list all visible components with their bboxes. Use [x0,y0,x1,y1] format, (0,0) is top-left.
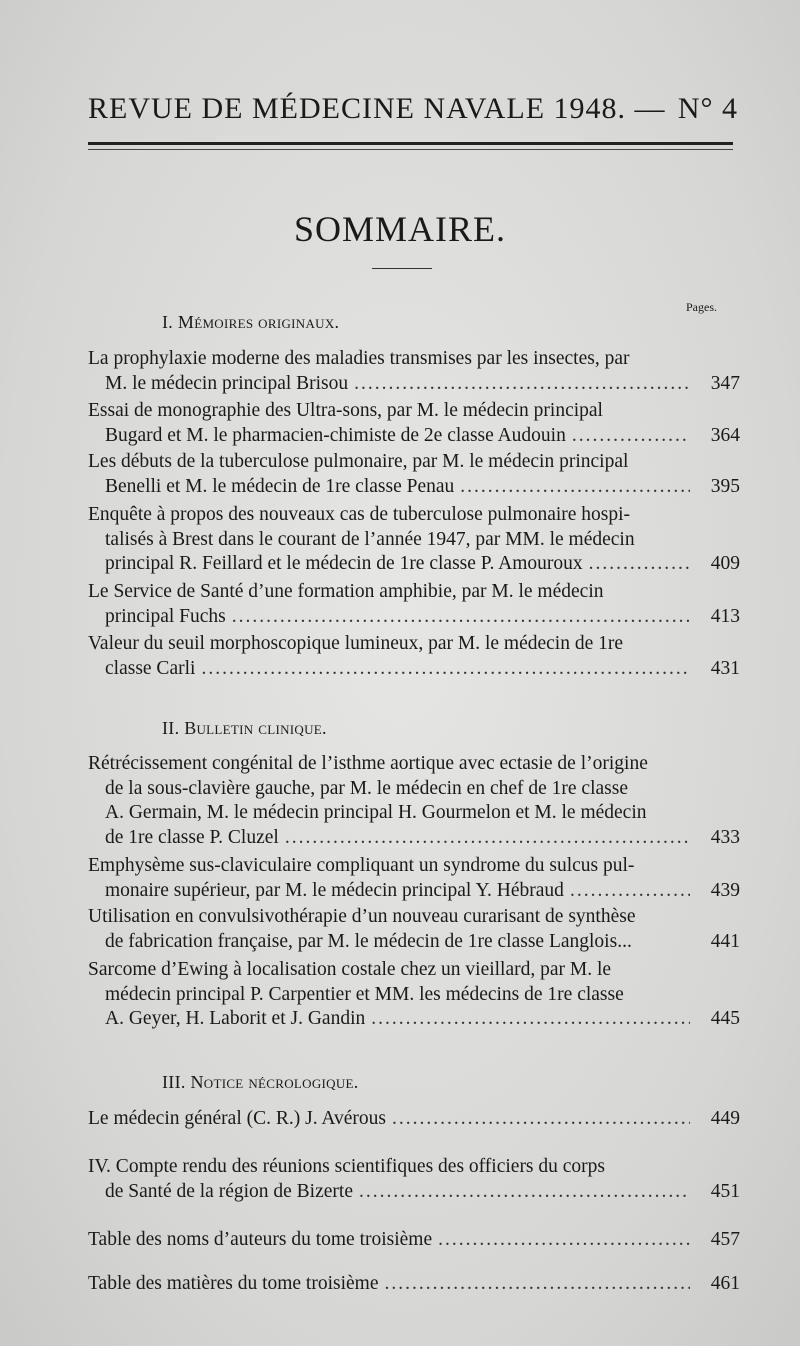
entry-line: Table des noms d’auteurs du tome troisième [88,1229,433,1250]
entry-line: IV. Compte rendu des réunions scientifiques des officiers du corps [88,1156,606,1177]
entry-line: Le médecin général (C. R.) J. Avérous [88,1108,387,1129]
entry-line: Les débuts de la tuberculose pulmonaire, par M. le médecin principal [88,451,629,472]
toc-entry[interactable] [88,854,740,903]
toc-entry[interactable] [88,1228,740,1253]
toc-entry[interactable] [88,1272,740,1297]
leader-dots [438,1228,690,1253]
header-rule-thick [88,142,733,145]
page-number: 413 [710,605,740,627]
toc-entry[interactable] [88,632,740,681]
leader-dots [572,424,690,449]
toc-entry[interactable] [88,503,740,577]
leader-dots [570,879,690,904]
section-heading-bulletin: II. Bulletin clinique. [162,718,327,738]
leader-dots [589,552,690,577]
leader-dots [460,475,690,500]
leader-dots [392,1107,690,1132]
entry-line: de 1re classe P. Cluzel [105,826,279,848]
leader-dots [385,1272,690,1297]
entry-line: principal R. Feillard et le médecin de 1re classe P. Amouroux [105,553,583,574]
page-number: 461 [710,1273,740,1294]
toc-entry[interactable] [88,450,740,499]
journal-header [88,92,738,126]
page-number: 451 [710,1180,740,1202]
toc-entry[interactable] [88,752,740,850]
entry-line: Emphysème sus-claviculaire compliquant un syndrome du sulcus pul- [88,855,635,876]
header-rule-thin [88,149,733,150]
entry-line: Essai de monographie des Ultra-sons, par M. le médecin principal [88,400,603,421]
page-number: 431 [710,657,740,679]
entry-line: classe Carli [105,657,196,679]
entry-line: Le Service de Santé d’une formation amphibie, par M. le médecin [88,581,604,602]
entry-line: Rétrécissement congénital de l’isthme aortique avec ectasie de l’origine [88,753,648,774]
page-number: 457 [710,1229,740,1250]
heading-rule [372,268,432,269]
entry-line: M. le médecin principal Brisou [105,372,349,394]
toc-entry[interactable] [88,1107,740,1132]
page-number: 445 [710,1008,740,1029]
leader-dots [285,826,690,851]
entry-line: Table des matières du tome troisième [88,1273,379,1294]
journal-title: REVUE DE MÉDECINE NAVALE 1948. — [88,92,666,125]
entry-line: Bugard et M. le pharmacien-chimiste de 2e classe Audouin [105,424,566,446]
toc-entry[interactable] [88,958,740,1032]
entry-line: Sarcome d’Ewing à localisation costale chez un vieillard, par M. le [88,959,612,980]
page-number: 439 [710,879,740,901]
page-number: 441 [710,930,740,952]
leader-dots [359,1180,690,1205]
section-heading-notice: III. Notice nécrologique. [162,1072,359,1092]
toc-entry[interactable] [88,1155,740,1204]
section-heading-memoires: I. Mémoires originaux. [162,312,340,332]
entry-line: de la sous-clavière gauche, par M. le médecin en chef de 1re classe [105,777,628,799]
contents-heading: SOMMAIRE. [293,209,507,249]
issue-number: N° 4 [677,92,738,125]
entry-line: de fabrication française, par M. le médecin de 1re classe Langlois... [105,930,632,952]
entry-line: Benelli et M. le médecin de 1re classe Penau [105,475,455,497]
page-number: 347 [710,372,740,394]
toc-entry[interactable] [88,580,740,629]
leader-dots [201,657,690,682]
page-number: 364 [710,424,740,446]
entry-line: A. Germain, M. le médecin principal H. Gourmelon et M. le médecin [105,802,647,823]
entry-line: talisés à Brest dans le courant de l’année 1947, par MM. le médecin [105,528,635,550]
pages-column-label: Pages. [686,300,717,314]
entry-line: médecin principal P. Carpentier et MM. les médecins de 1re classe [105,983,624,1005]
toc-entry[interactable] [88,347,740,396]
leader-dots [371,1007,690,1032]
entry-line: principal Fuchs [105,605,226,627]
page-number: 409 [710,553,740,574]
leader-dots [354,372,690,397]
entry-line: Valeur du seuil morphoscopique lumineux, par M. le médecin de 1re [88,633,624,654]
toc-entry[interactable] [88,399,740,448]
toc-entry[interactable] [88,905,740,954]
entry-line: monaire supérieur, par M. le médecin principal Y. Hébraud [105,879,564,901]
entry-line: Enquête à propos des nouveaux cas de tuberculose pulmonaire hospi- [88,504,631,525]
page-number: 395 [710,475,740,497]
entry-line: Utilisation en convulsivothérapie d’un nouveau curarisant de synthèse [88,906,636,927]
entry-line: A. Geyer, H. Laborit et J. Gandin [105,1008,366,1029]
page-number: 433 [710,826,740,848]
entry-line: de Santé de la région de Bizerte [105,1180,353,1202]
page-number: 449 [710,1108,740,1129]
entry-line: La prophylaxie moderne des maladies transmises par les insectes, par [88,348,630,369]
leader-dots [232,605,690,630]
